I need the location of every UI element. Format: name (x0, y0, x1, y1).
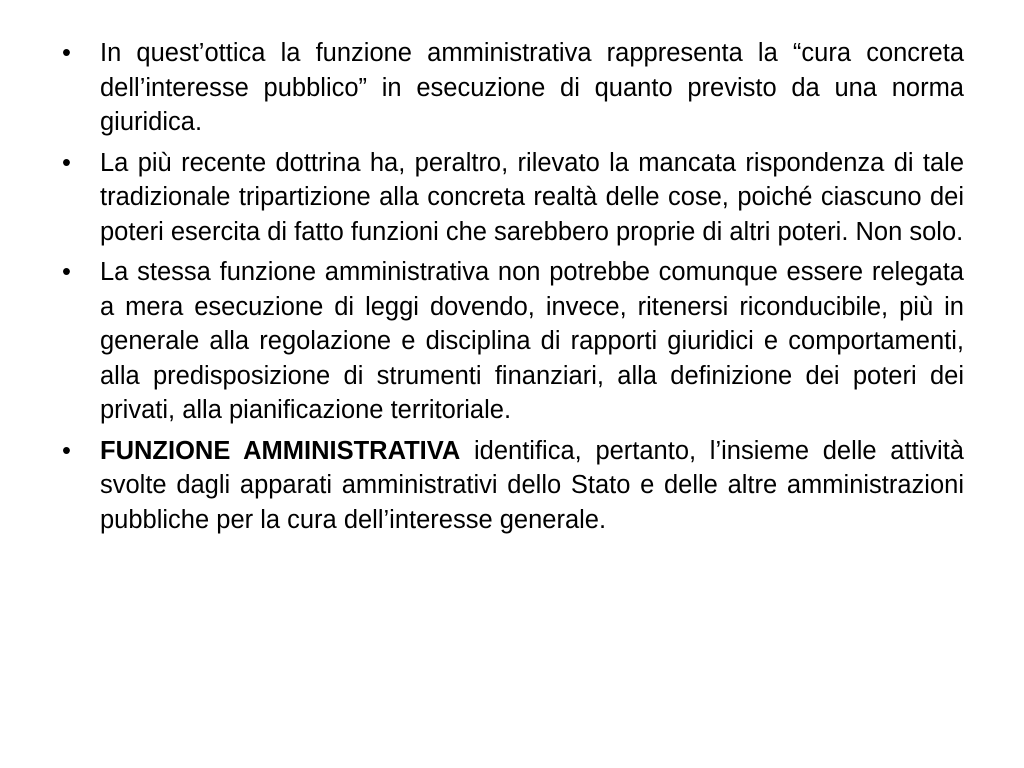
bold-term: FUNZIONE AMMINISTRATIVA (100, 436, 461, 465)
bullet-icon: • (62, 436, 71, 465)
bullet-text: In quest’ottica la funzione amministrativa rappresenta la “cura concreta dell’interesse pubblico” in esecuzione di quanto previsto da una norma giuridica. (100, 39, 964, 136)
bullet-item-2 (62, 146, 964, 250)
bullet-text: identifica, pertanto, l’insieme delle attività svolte dagli apparati amministrativi dello Stato e delle altre amministrazioni pubbliche per la cura dell’interesse generale. (100, 436, 964, 534)
bullet-icon: • (62, 39, 71, 67)
bullet-icon: • (62, 258, 71, 286)
bullet-icon: • (62, 148, 71, 177)
bullet-list (62, 36, 964, 543)
bullet-text: La stessa funzione amministrativa non potrebbe comunque essere relegata a mera esecuzione di leggi dovendo, invece, ritenersi riconducibile, più in generale alla regolazione e disciplina di rapporti giuridici e comportamenti, alla predisposizione di strumenti finanziari, alla definizione dei poteri dei privati, alla pianificazione territoriale. (100, 258, 964, 424)
bullet-item-3 (62, 255, 964, 428)
bullet-text: La più recente dottrina ha, peraltro, rilevato la mancata rispondenza di tale tradizionale tripartizione alla concreta realtà delle cose, poiché ciascuno dei poteri esercita di fatto funzioni che sarebbero proprie di altri poteri. Non solo. (100, 148, 964, 246)
bullet-item-4 (62, 434, 964, 538)
bullet-item-1 (62, 36, 964, 140)
